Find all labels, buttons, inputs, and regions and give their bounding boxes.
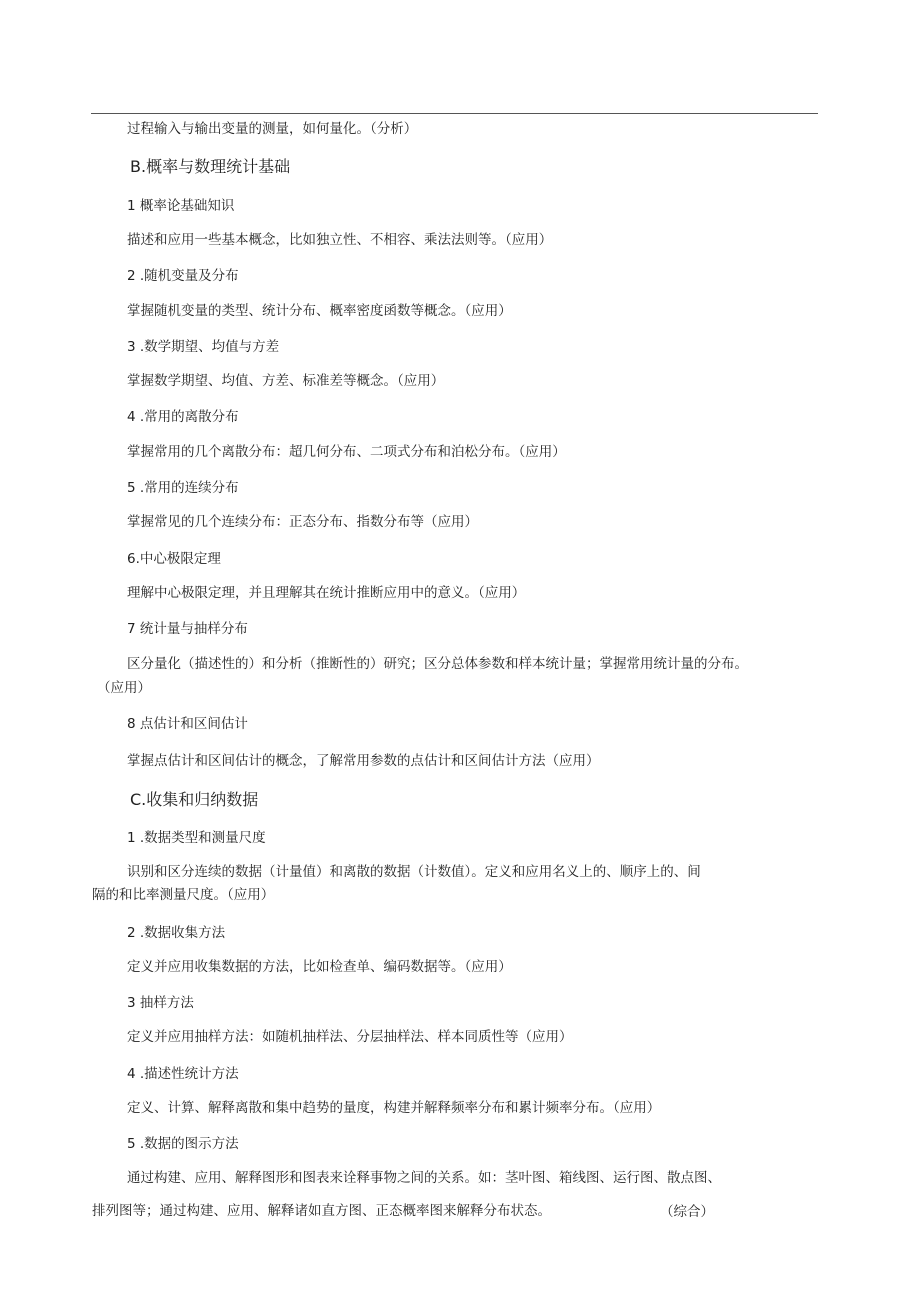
- section-c-item-1-text-cont: 隔的和比率测量尺度。（应用）: [92, 887, 275, 903]
- intro-line: 过程输入与输出变量的测量，如何量化。（分析）: [127, 121, 418, 137]
- section-b-item-4-heading: 4 .常用的离散分布: [127, 409, 239, 425]
- section-b-item-6-text: 理解中心极限定理，并且理解其在统计推断应用中的意义。（应用）: [127, 585, 526, 601]
- section-b-item-7-text-cont: （应用）: [97, 680, 151, 696]
- section-b-item-8-text: 掌握点估计和区间估计的概念，了解常用参数的点估计和区间估计方法（应用）: [127, 753, 600, 769]
- section-b-item-8-heading: 8 点估计和区间估计: [127, 716, 248, 732]
- section-b-item-3-heading: 3 .数学期望、均值与方差: [127, 339, 280, 355]
- section-b-item-7-heading: 7 统计量与抽样分布: [127, 621, 248, 637]
- section-b-title: B.概率与数理统计基础: [130, 157, 291, 176]
- section-c-item-4-text: 定义、计算、解释离散和集中趋势的量度，构建并解释频率分布和累计频率分布。（应用）: [127, 1100, 661, 1116]
- section-c-item-1-heading: 1 .数据类型和测量尺度: [127, 830, 266, 846]
- header-rule: [91, 113, 818, 114]
- section-c-item-2-text: 定义并应用收集数据的方法，比如检查单、编码数据等。（应用）: [127, 959, 512, 975]
- section-b-item-3-text: 掌握数学期望、均值、方差、标准差等概念。（应用）: [127, 373, 445, 389]
- section-b-item-2-text: 掌握随机变量的类型、统计分布、概率密度函数等概念。（应用）: [127, 303, 512, 319]
- section-c-title: C.收集和归纳数据: [130, 790, 259, 809]
- section-c-item-5-text-cont: 排列图等；通过构建、应用、解释诸如直方图、正态概率图来解释分布状态。: [92, 1203, 551, 1219]
- section-b-item-5-text: 掌握常见的几个连续分布：正态分布、指数分布等（应用）: [127, 514, 478, 530]
- section-b-item-7-text: 区分量化（描述性的）和分析（推断性的）研究；区分总体参数和样本统计量；掌握常用统计量的分布。: [127, 656, 748, 672]
- section-c-item-3-text: 定义并应用抽样方法：如随机抽样法、分层抽样法、样本同质性等（应用）: [127, 1029, 573, 1045]
- section-c-item-3-heading: 3 抽样方法: [127, 995, 194, 1011]
- section-c-item-1-text: 识别和区分连续的数据（计量值）和离散的数据（计数值）。定义和应用名义上的、顺序上的、间: [127, 864, 701, 880]
- section-c-item-4-heading: 4 .描述性统计方法: [127, 1066, 239, 1082]
- section-b-item-4-text: 掌握常用的几个离散分布：超几何分布、二项式分布和泊松分布。（应用）: [127, 444, 566, 460]
- section-b-item-6-heading: 6.中心极限定理: [127, 551, 221, 567]
- section-b-item-2-heading: 2 .随机变量及分布: [127, 268, 239, 284]
- section-c-item-5-heading: 5 .数据的图示方法: [127, 1136, 239, 1152]
- section-c-item-5-text-tail: （综合）: [660, 1204, 714, 1220]
- section-b-item-5-heading: 5 .常用的连续分布: [127, 480, 239, 496]
- section-c-item-5-text: 通过构建、应用、解释图形和图表来诠释事物之间的关系。如：茎叶图、箱线图、运行图、散点图、: [127, 1170, 721, 1186]
- section-c-item-2-heading: 2 .数据收集方法: [127, 925, 226, 941]
- section-b-item-1-text: 描述和应用一些基本概念，比如独立性、不相容、乘法法则等。（应用）: [127, 232, 553, 248]
- section-b-item-1-heading: 1 概率论基础知识: [127, 198, 235, 214]
